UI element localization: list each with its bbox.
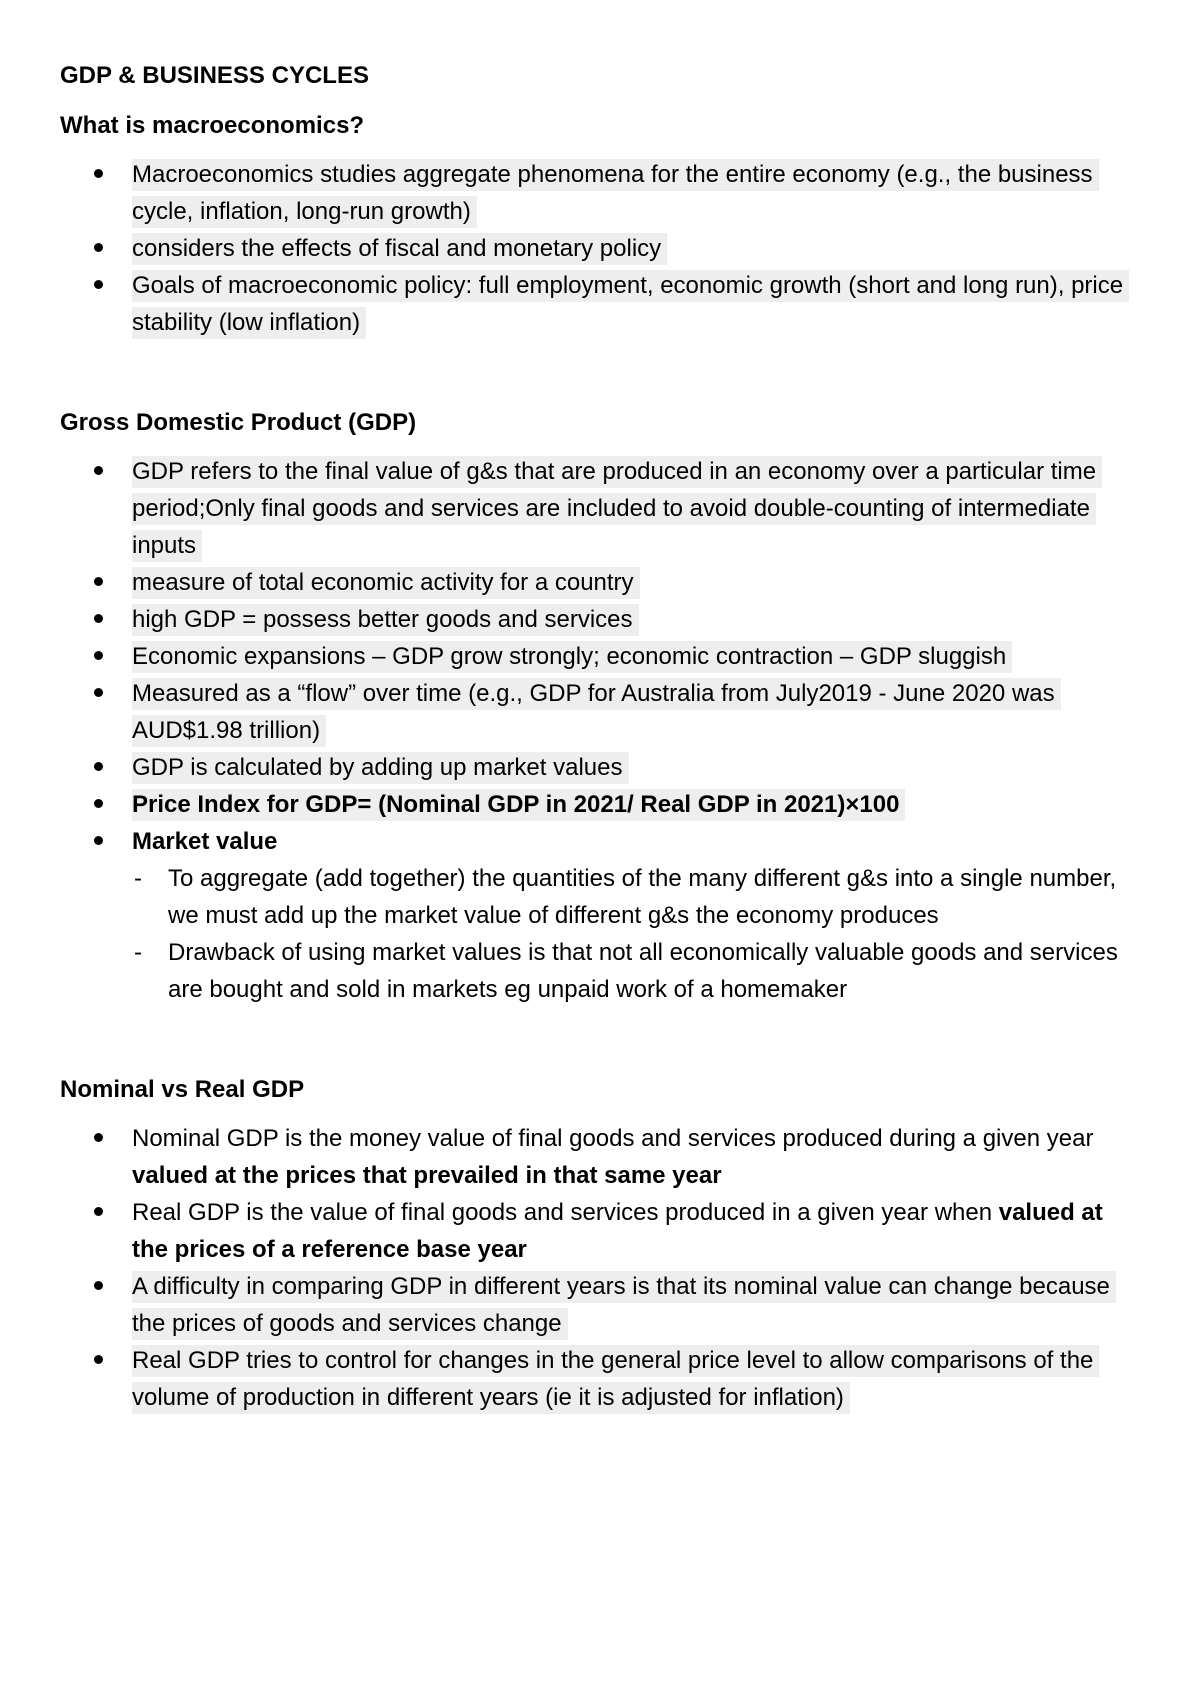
list-item: considers the effects of fiscal and monetary policy (60, 230, 1140, 267)
list-item: Nominal GDP is the money value of final goods and services produced during a given year valued at the prices that prevailed in that same year (60, 1120, 1140, 1194)
market-value-sub-list (132, 860, 1140, 1008)
list-item: Economic expansions – GDP grow strongly; economic contraction – GDP sluggish (60, 638, 1140, 675)
list-item: GDP refers to the final value of g&s that are produced in an economy over a particular time period;Only final goods and services are included to avoid double-counting of intermediate inputs (60, 453, 1140, 564)
list-item: GDP is calculated by adding up market values (60, 749, 1140, 786)
list-item-market-value: Market value - To aggregate (add together) the quantities of the many different g&s into a single number, we must add up the market value of different g&s the economy produces - Drawback of using market values is that not all economically valuable goods and services are bought and sold in markets eg unpaid work of a homemaker (60, 823, 1140, 1008)
sub-list-item: - Drawback of using market values is that not all economically valuable goods and services are bought and sold in markets eg unpaid work of a homemaker (132, 934, 1140, 1008)
list-item: Measured as a “flow” over time (e.g., GDP for Australia from July2019 - June 2020 was AUD$1.98 trillion) (60, 675, 1140, 749)
list-item: Goals of macroeconomic policy: full employment, economic growth (short and long run), price stability (low inflation) (60, 267, 1140, 341)
heading-gdp: Gross Domestic Product (GDP) (60, 409, 417, 436)
heading-what-is-macroeconomics: What is macroeconomics? (60, 112, 365, 139)
list-item: high GDP = possess better goods and services (60, 601, 1140, 638)
list-item-price-index: Price Index for GDP= (Nominal GDP in 2021/ Real GDP in 2021)×100 (60, 786, 1140, 823)
document-title: GDP & BUSINESS CYCLES (60, 62, 369, 89)
list-item: Real GDP tries to control for changes in the general price level to allow comparisons of the volume of production in different years (ie it is adjusted for inflation) (60, 1342, 1140, 1416)
macro-bullet-list (60, 156, 1140, 341)
list-item: measure of total economic activity for a country (60, 564, 1140, 601)
gdp-bullet-list (60, 453, 1140, 1008)
heading-nominal-vs-real-gdp: Nominal vs Real GDP (60, 1076, 305, 1103)
list-item: Macroeconomics studies aggregate phenomena for the entire economy (e.g., the business cycle, inflation, long-run growth) (60, 156, 1140, 230)
list-item: Real GDP is the value of final goods and services produced in a given year when valued at the prices of a reference base year (60, 1194, 1140, 1268)
nominal-bullet-list (60, 1120, 1140, 1416)
sub-list-item: - To aggregate (add together) the quantities of the many different g&s into a single number, we must add up the market value of different g&s the economy produces (132, 860, 1140, 934)
list-item: A difficulty in comparing GDP in different years is that its nominal value can change because the prices of goods and services change (60, 1268, 1140, 1342)
